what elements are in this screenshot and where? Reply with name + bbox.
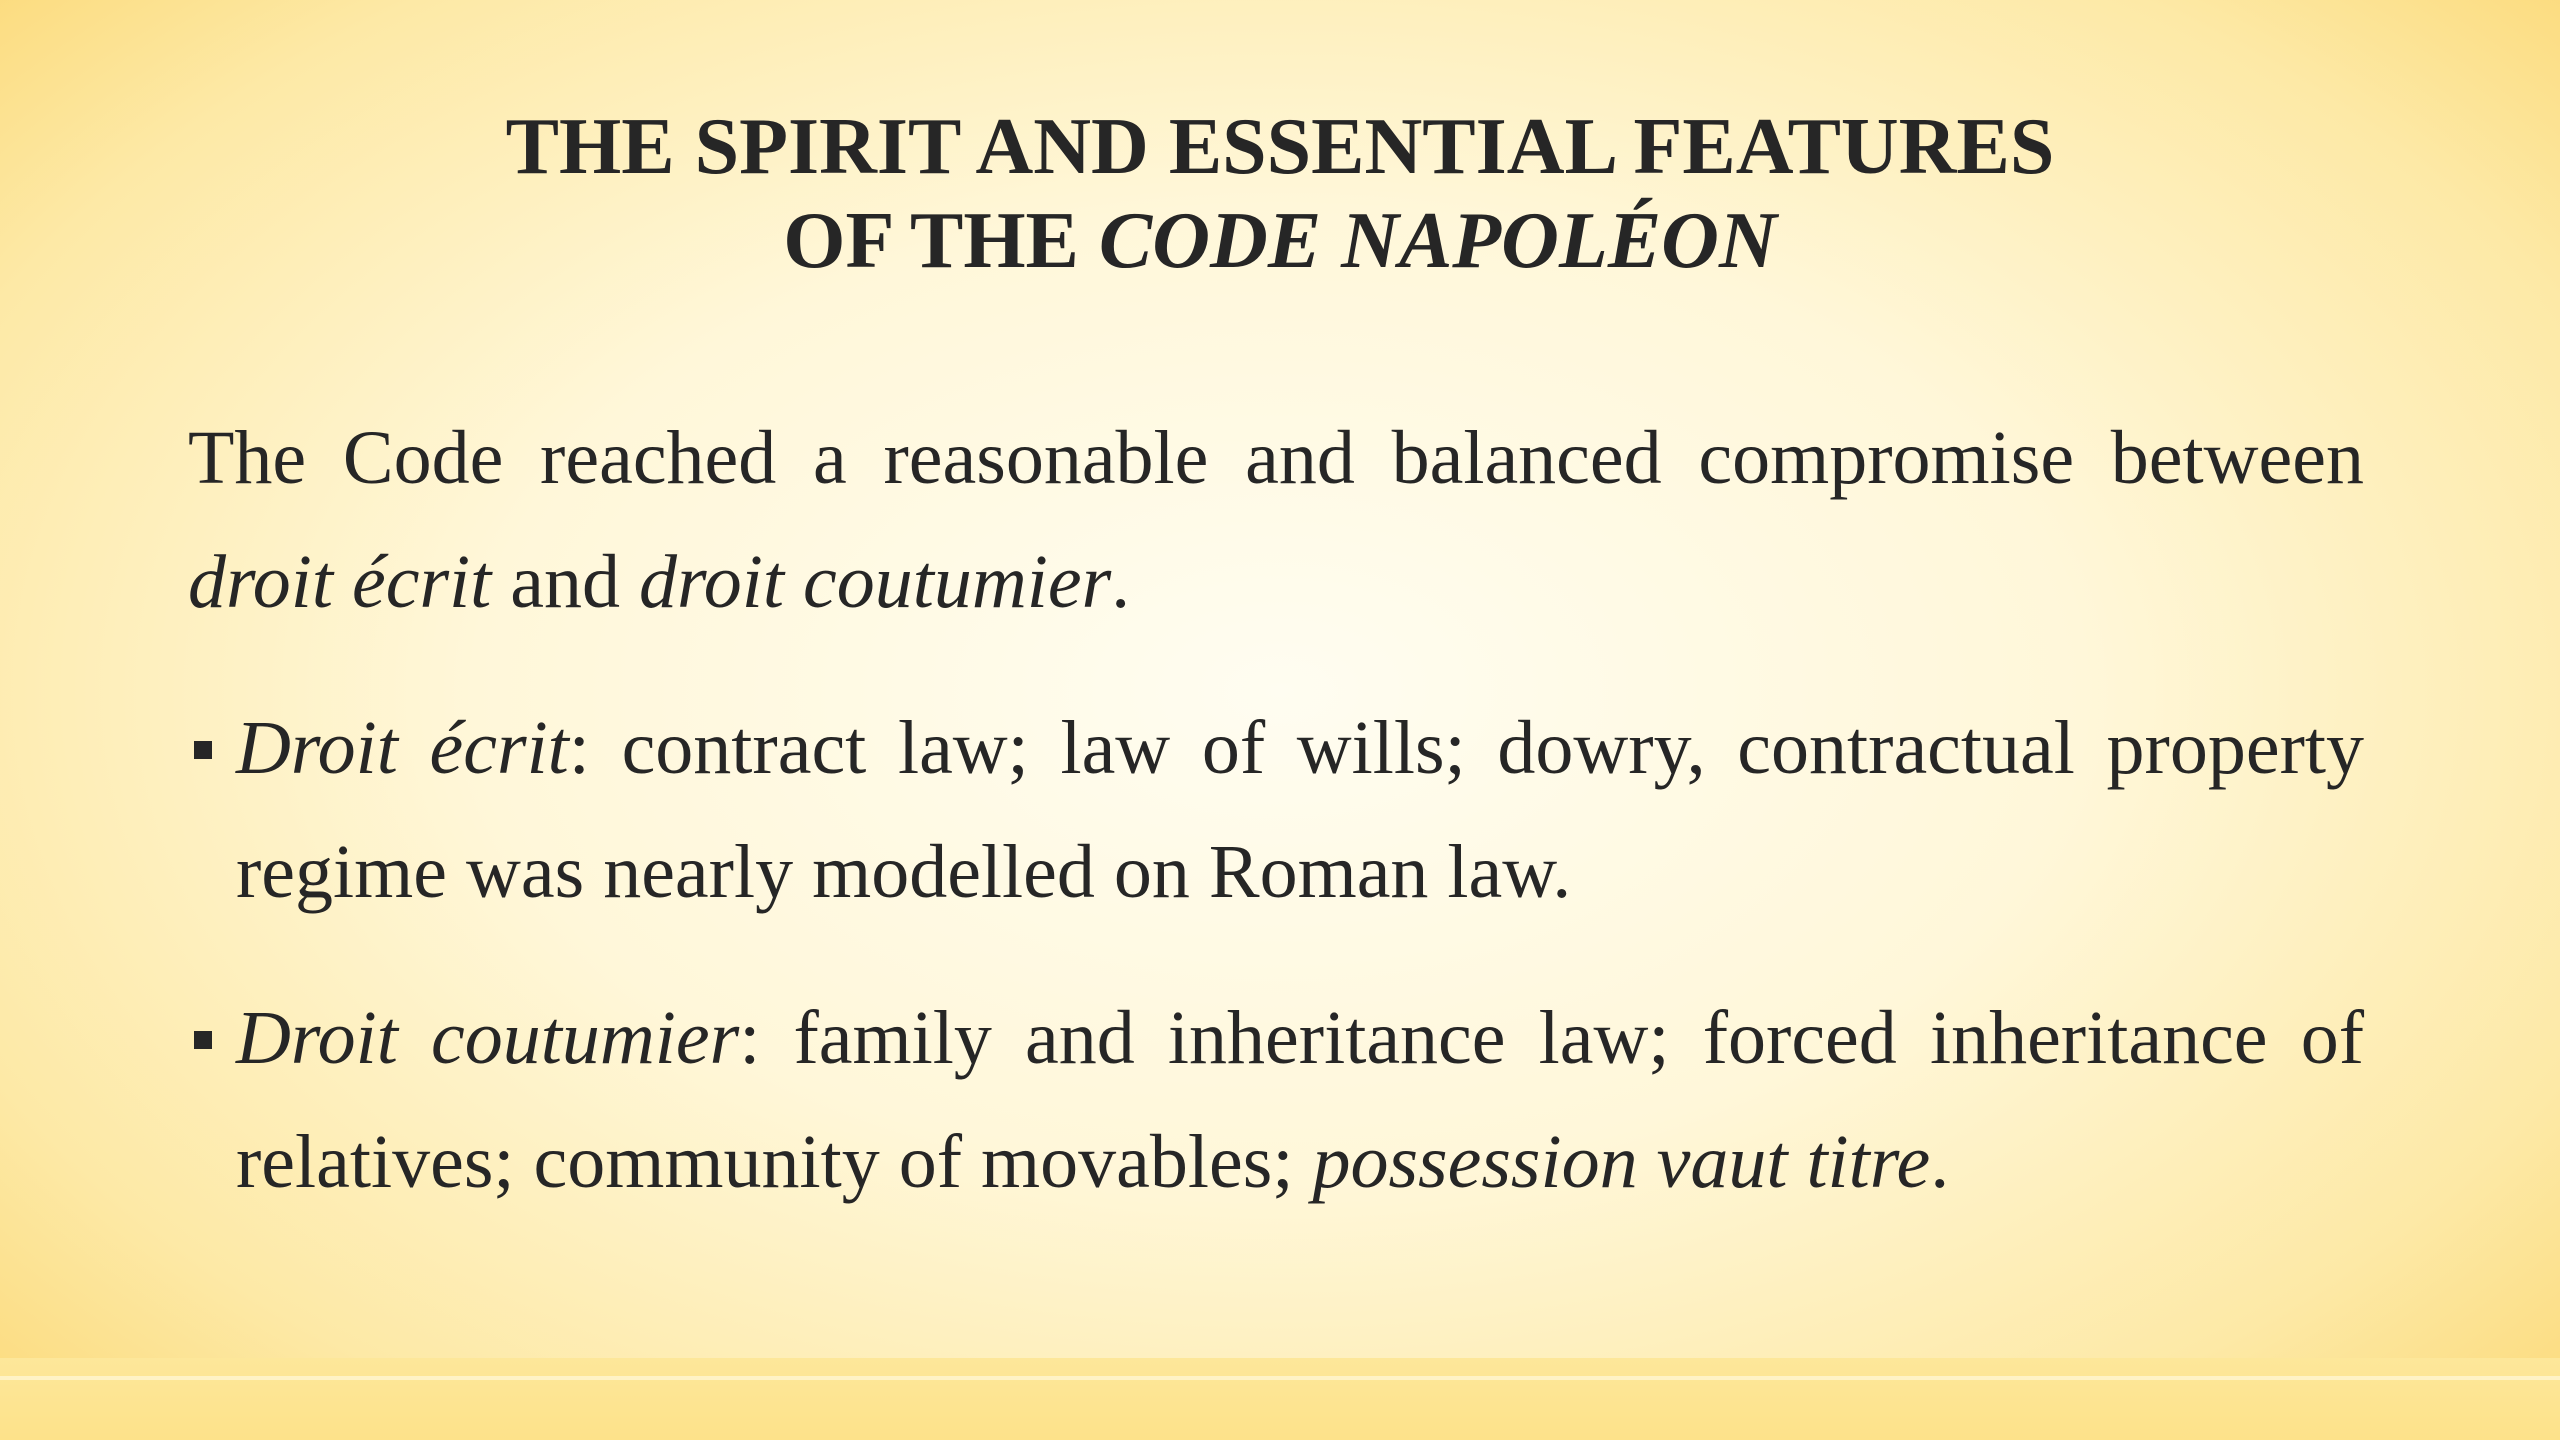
title-line-2-prefix: OF THE: [783, 197, 1099, 285]
intro-text-1: The Code reached a reasonable and balanced compromise between: [188, 416, 2364, 500]
bullet-2-term-possession: possession vaut titre: [1312, 1120, 1931, 1204]
bullet-square-icon: [194, 741, 212, 759]
title-line-2: [0, 194, 2560, 288]
slide-body: [188, 396, 2364, 1224]
bullet-2-term: Droit coutumier: [236, 996, 740, 1080]
bullet-1-text: : contract law; law of wills; dowry, contractual property regime was nearly modelled on Roman law.: [236, 706, 2364, 914]
title-line-1: THE SPIRIT AND ESSENTIAL FEATURES: [505, 103, 2055, 191]
bullet-1-term: Droit écrit: [236, 706, 569, 790]
intro-term-droit-ecrit: droit écrit: [188, 540, 492, 624]
bullet-item-droit-coutumier: [188, 976, 2364, 1224]
footer-band: [0, 1358, 2560, 1440]
bullet-item-droit-ecrit: [188, 686, 2364, 934]
footer-divider: [0, 1376, 2560, 1380]
title-line-2-italic: CODE NAPOLÉON: [1098, 197, 1777, 285]
bullet-2-text-1: : family and inheritance law; forced inheritance of relatives; community of movables;: [236, 996, 2365, 1204]
intro-term-droit-coutumier: droit coutumier: [639, 540, 1112, 624]
bullet-square-icon: [194, 1031, 212, 1049]
intro-text-2: and: [491, 540, 639, 624]
intro-text-3: .: [1111, 540, 1131, 624]
bullet-2-text-2: .: [1930, 1120, 1950, 1204]
slide-title: [0, 100, 2560, 288]
intro-paragraph: [188, 396, 2364, 644]
